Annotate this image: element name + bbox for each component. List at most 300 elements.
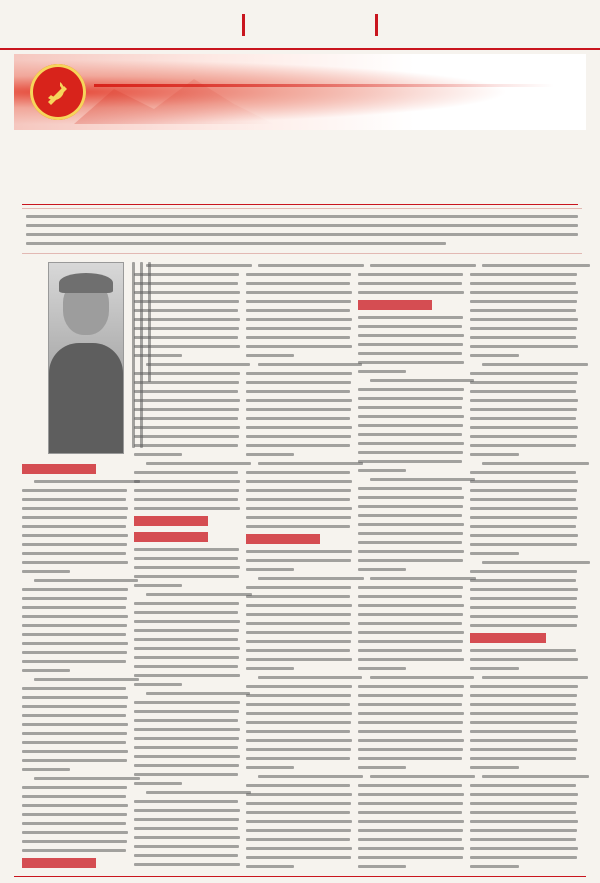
text-line (358, 838, 462, 841)
text-line (470, 606, 576, 609)
text-line (470, 480, 578, 483)
text-line (134, 498, 238, 501)
text-line (358, 433, 462, 436)
divider (22, 204, 578, 205)
text-line (246, 748, 351, 751)
text-line (134, 300, 239, 303)
text-line (358, 487, 462, 490)
text-line (22, 831, 128, 834)
text-line (134, 710, 239, 713)
text-line (34, 480, 140, 483)
text-line (358, 694, 463, 697)
text-line (22, 525, 126, 528)
text-line (246, 829, 351, 832)
text-line (134, 309, 238, 312)
text-line (22, 687, 126, 690)
text-line (134, 507, 240, 510)
text-line (22, 822, 126, 825)
text-line (26, 233, 578, 236)
text-line (246, 703, 350, 706)
text-line (246, 381, 351, 384)
text-line (22, 768, 70, 771)
text-line (370, 676, 474, 679)
text-line (358, 649, 462, 652)
text-line (134, 719, 238, 722)
text-line (134, 381, 239, 384)
text-line (358, 532, 463, 535)
text-line (22, 597, 127, 600)
text-line (358, 658, 464, 661)
text-line (134, 372, 240, 375)
intro-box (22, 208, 582, 254)
text-line (134, 408, 239, 411)
text-line (470, 417, 576, 420)
emblem-graphic (42, 76, 74, 108)
text-line (22, 543, 127, 546)
text-line (470, 300, 577, 303)
text-line (22, 741, 126, 744)
text-line (470, 802, 577, 805)
text-line (22, 840, 127, 843)
text-line (470, 739, 578, 742)
text-line (358, 595, 462, 598)
text-line (358, 730, 462, 733)
text-line (246, 622, 350, 625)
text-line (470, 354, 519, 357)
text-line (358, 415, 464, 418)
text-line (246, 444, 350, 447)
text-line (134, 854, 238, 857)
text-line (246, 516, 351, 519)
text-line (246, 300, 351, 303)
text-line (134, 674, 240, 677)
text-line (358, 622, 462, 625)
text-line (22, 813, 127, 816)
text-line (470, 390, 576, 393)
text-line (22, 498, 126, 501)
text-line (358, 766, 406, 769)
text-line (470, 820, 578, 823)
text-line (358, 667, 406, 670)
text-line (134, 426, 240, 429)
text-line (370, 478, 475, 481)
text-line (134, 629, 239, 632)
text-line (22, 795, 126, 798)
text-line (246, 865, 294, 868)
text-line (246, 811, 350, 814)
text-line (358, 631, 464, 634)
text-line (258, 577, 364, 580)
text-line (134, 818, 239, 821)
text-line (22, 804, 128, 807)
text-line (470, 399, 578, 402)
text-line (246, 712, 352, 715)
text-line (246, 507, 352, 510)
text-line (134, 809, 240, 812)
text-column (358, 264, 464, 874)
text-line (246, 802, 351, 805)
text-line (146, 593, 252, 596)
text-line (470, 426, 578, 429)
text-line (358, 541, 462, 544)
text-line (246, 649, 350, 652)
text-line (246, 793, 352, 796)
text-line (470, 784, 576, 787)
article-body (22, 264, 578, 874)
text-line (246, 820, 352, 823)
text-line (246, 604, 352, 607)
text-line (246, 399, 352, 402)
text-line (470, 847, 578, 850)
text-line (246, 390, 350, 393)
text-line (358, 784, 462, 787)
text-line (22, 552, 126, 555)
text-line (470, 649, 576, 652)
text-line (358, 748, 463, 751)
text-line (358, 820, 464, 823)
text-line (470, 658, 578, 661)
text-line (470, 811, 576, 814)
text-line (370, 577, 476, 580)
text-line (134, 755, 240, 758)
text-line (134, 390, 238, 393)
text-line (246, 498, 350, 501)
column-banner (14, 54, 586, 130)
text-line (246, 685, 352, 688)
text-line (358, 514, 462, 517)
text-line (22, 507, 128, 510)
text-line (246, 372, 352, 375)
text-line (134, 480, 240, 483)
text-line (358, 640, 463, 643)
masthead-rule (0, 48, 600, 50)
text-line (134, 827, 238, 830)
text-line (470, 856, 577, 859)
text-line (22, 642, 128, 645)
text-line (358, 523, 464, 526)
text-line (146, 791, 251, 794)
text-line (258, 264, 364, 267)
section-bar-left (242, 14, 245, 36)
text-line (246, 471, 350, 474)
text-line (22, 561, 128, 564)
page-number (556, 6, 590, 46)
text-line (134, 773, 238, 776)
text-line (470, 685, 578, 688)
text-line (470, 516, 577, 519)
text-line (146, 363, 250, 366)
text-line (246, 408, 351, 411)
text-line (22, 759, 127, 762)
text-line (470, 748, 577, 751)
text-line (470, 829, 577, 832)
text-line (22, 624, 127, 627)
text-line (358, 847, 464, 850)
text-line (246, 838, 350, 841)
text-line (34, 678, 139, 681)
text-line (470, 615, 578, 618)
text-line (22, 723, 128, 726)
section-label (250, 10, 370, 40)
text-line (246, 586, 351, 589)
text-line (246, 667, 294, 670)
text-line (482, 561, 590, 564)
text-line (482, 264, 590, 267)
text-line (22, 660, 126, 663)
text-line (358, 397, 463, 400)
text-line (470, 703, 576, 706)
text-line (246, 613, 351, 616)
text-line (358, 712, 464, 715)
text-line (246, 273, 351, 276)
text-line (134, 836, 240, 839)
text-line (134, 584, 182, 587)
newspaper-logo (14, 12, 134, 38)
text-line (246, 309, 350, 312)
text-line (470, 507, 578, 510)
text-line (246, 757, 350, 760)
text-line (358, 316, 463, 319)
text-line (246, 291, 352, 294)
text-line (134, 282, 238, 285)
text-line (358, 559, 463, 562)
text-line (470, 793, 578, 796)
text-line (134, 435, 239, 438)
text-line (470, 273, 577, 276)
text-line (470, 489, 577, 492)
text-line (358, 352, 462, 355)
text-line (358, 802, 463, 805)
text-column (246, 264, 352, 874)
headline (0, 141, 600, 185)
text-line (134, 557, 238, 560)
text-line (470, 667, 519, 670)
text-line (246, 426, 352, 429)
text-line (246, 480, 352, 483)
text-line (470, 453, 519, 456)
text-line (146, 462, 251, 465)
text-line (358, 568, 406, 571)
text-line (470, 838, 576, 841)
text-line (134, 602, 239, 605)
text-line (246, 694, 351, 697)
section-bar-right (375, 14, 378, 36)
subheading (22, 858, 96, 868)
text-line (134, 665, 238, 668)
text-line (358, 703, 462, 706)
text-line (246, 784, 350, 787)
text-column (134, 264, 240, 874)
text-line (358, 424, 463, 427)
text-line (358, 282, 462, 285)
text-line (358, 604, 464, 607)
text-line (470, 372, 578, 375)
text-line (246, 417, 350, 420)
text-line (22, 570, 70, 573)
text-line (358, 613, 463, 616)
text-line (246, 631, 352, 634)
text-line (358, 739, 464, 742)
text-line (246, 595, 350, 598)
text-line (470, 381, 577, 384)
text-line (22, 732, 127, 735)
text-line (470, 318, 578, 321)
text-line (246, 568, 294, 571)
text-line (22, 696, 128, 699)
text-line (358, 291, 464, 294)
text-line (22, 849, 126, 852)
text-line (134, 273, 239, 276)
subheading (246, 534, 320, 544)
text-line (470, 570, 577, 573)
text-line (246, 658, 352, 661)
text-line (134, 620, 240, 623)
text-line (482, 676, 588, 679)
text-line (358, 370, 406, 373)
subheading (134, 516, 208, 526)
text-line (470, 757, 576, 760)
text-line (146, 692, 250, 695)
text-line (358, 406, 462, 409)
text-line (146, 264, 252, 267)
text-line (358, 721, 463, 724)
text-line (246, 282, 350, 285)
text-line (358, 388, 464, 391)
text-line (134, 575, 239, 578)
text-line (134, 701, 240, 704)
text-line (134, 453, 182, 456)
text-line (134, 647, 240, 650)
text-line (134, 566, 240, 569)
text-line (358, 586, 463, 589)
text-line (246, 550, 352, 553)
text-line (358, 865, 406, 868)
text-line (22, 615, 128, 618)
text-line (358, 550, 464, 553)
text-line (482, 462, 589, 465)
text-line (246, 559, 351, 562)
text-line (470, 597, 577, 600)
text-line (134, 318, 240, 321)
text-line (470, 543, 577, 546)
bottom-rule (14, 876, 586, 877)
text-line (470, 471, 576, 474)
text-line (246, 640, 351, 643)
text-line (134, 611, 238, 614)
text-line (258, 363, 362, 366)
text-line (482, 363, 588, 366)
text-line (134, 638, 238, 641)
text-line (358, 811, 462, 814)
text-line (470, 408, 577, 411)
text-line (22, 588, 128, 591)
text-line (134, 782, 182, 785)
text-line (22, 669, 70, 672)
text-line (370, 379, 474, 382)
text-line (134, 291, 240, 294)
text-line (22, 714, 126, 717)
text-line (134, 444, 238, 447)
text-line (358, 361, 464, 364)
text-line (246, 847, 352, 850)
text-line (470, 435, 577, 438)
text-line (358, 469, 406, 472)
text-line (258, 462, 363, 465)
text-line (246, 489, 351, 492)
text-line (470, 291, 578, 294)
text-line (470, 282, 576, 285)
text-line (358, 793, 464, 796)
text-column (470, 264, 578, 874)
text-line (470, 730, 576, 733)
text-line (358, 442, 464, 445)
text-line (358, 685, 464, 688)
text-line (246, 354, 294, 357)
subheading (134, 532, 208, 542)
text-line (134, 354, 182, 357)
text-line (470, 694, 577, 697)
text-line (134, 863, 240, 866)
text-line (470, 534, 578, 537)
text-line (470, 309, 576, 312)
text-line (22, 489, 127, 492)
text-line (470, 721, 577, 724)
text-line (134, 728, 240, 731)
text-line (470, 327, 577, 330)
text-line (246, 730, 350, 733)
text-line (358, 325, 462, 328)
text-line (470, 345, 578, 348)
text-line (22, 534, 128, 537)
text-line (22, 516, 127, 519)
text-line (246, 453, 294, 456)
text-column (22, 264, 128, 874)
subheading (470, 633, 546, 643)
text-line (246, 856, 351, 859)
text-line (470, 498, 576, 501)
text-line (134, 327, 239, 330)
text-line (470, 624, 577, 627)
text-line (470, 579, 576, 582)
text-line (358, 505, 463, 508)
text-line (358, 334, 464, 337)
text-line (470, 525, 576, 528)
text-line (246, 327, 351, 330)
text-line (134, 800, 238, 803)
text-line (358, 757, 462, 760)
text-line (246, 336, 350, 339)
text-line (470, 336, 576, 339)
text-line (258, 676, 362, 679)
text-line (22, 651, 127, 654)
text-line (470, 865, 519, 868)
text-line (134, 764, 239, 767)
text-line (134, 737, 239, 740)
text-line (134, 399, 240, 402)
party-emblem-icon (30, 64, 86, 120)
text-line (370, 264, 476, 267)
subheading (22, 464, 96, 474)
text-line (482, 775, 589, 778)
text-line (246, 318, 352, 321)
text-line (134, 656, 239, 659)
text-line (22, 633, 126, 636)
text-line (134, 345, 240, 348)
subheading (358, 300, 432, 310)
text-line (358, 496, 464, 499)
text-line (26, 215, 578, 218)
text-line (134, 548, 239, 551)
